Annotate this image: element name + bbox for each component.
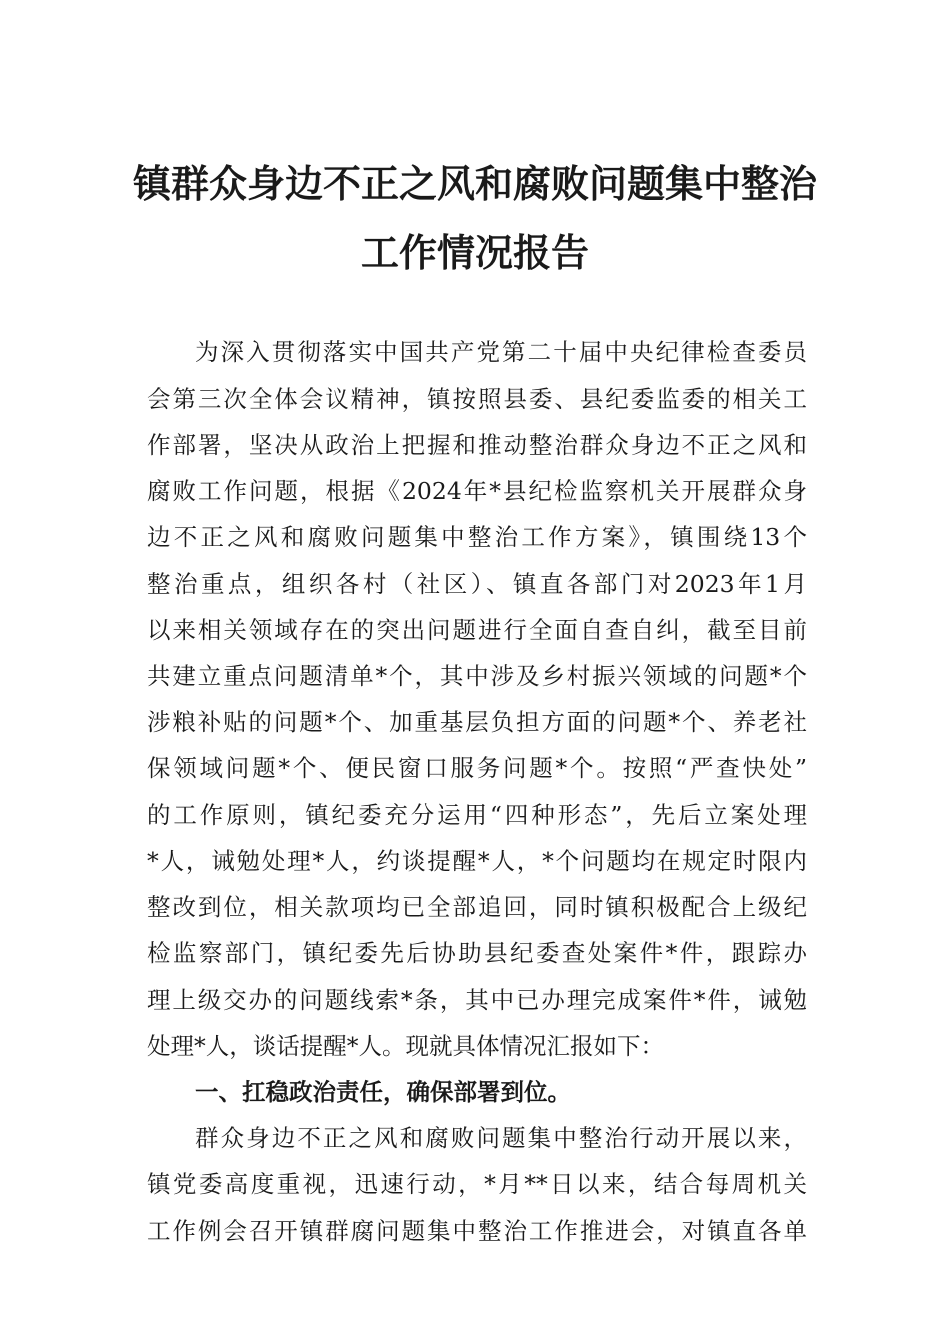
paragraph-1-line: 以来相关领域存在的突出问题进行全面自查自纠，截至目前 [147,616,807,644]
paragraph-1-line: 理上级交办的问题线索*条，其中已办理完成案件*件，诫勉 [147,986,807,1014]
paragraph-1-line: 整改到位，相关款项均已全部追回，同时镇积极配合上级纪 [147,893,807,921]
paragraph-1-line: *人，诫勉处理*人，约谈提醒*人，*个问题均在规定时限内 [147,847,807,875]
paragraph-1-line: 共建立重点问题清单*个，其中涉及乡村振兴领域的问题*个 [147,662,807,690]
document-title-line-2: 工作情况报告 [360,230,589,275]
paragraph-1-line: 检监察部门，镇纪委先后协助县纪委查处案件*件，跟踪办 [147,939,807,967]
paragraph-1-line: 作部署，坚决从政治上把握和推动整治群众身边不正之风和 [147,431,807,459]
paragraph-2-line: 镇党委高度重视，迅速行动，*月**日以来，结合每周机关 [147,1170,807,1198]
paragraph-1-line: 为深入贯彻落实中国共产党第二十届中央纪律检查委员 [195,338,807,366]
paragraph-1-line: 会第三次全体会议精神，镇按照县委、县纪委监委的相关工 [147,385,807,413]
section-heading-1: 一、扛稳政治责任，确保部署到位。 [195,1078,571,1106]
document-title-line-1: 镇群众身边不正之风和腐败问题集中整治 [132,161,817,206]
paragraph-1-line: 涉粮补贴的问题*个、加重基层负担方面的问题*个、养老社 [147,708,807,736]
paragraph-1-line: 的工作原则，镇纪委充分运用“四种形态”，先后立案处理 [147,801,807,829]
paragraph-2-line: 工作例会召开镇群腐问题集中整治工作推进会，对镇直各单 [147,1217,807,1245]
paragraph-1-line: 腐败工作问题，根据《2024年*县纪检监察机关开展群众身 [147,477,807,505]
paragraph-1-line: 处理*人，谈话提醒*人。现就具体情况汇报如下： [147,1032,664,1060]
paragraph-2-line: 群众身边不正之风和腐败问题集中整治行动开展以来， [195,1124,807,1152]
paragraph-1-line: 边不正之风和腐败问题集中整治工作方案》，镇围绕13个 [147,523,807,551]
paragraph-1-line: 保领域问题*个、便民窗口服务问题*个。按照“严查快处” [147,754,807,782]
paragraph-1-line: 整治重点，组织各村（社区）、镇直各部门对2023年1月 [147,570,807,598]
